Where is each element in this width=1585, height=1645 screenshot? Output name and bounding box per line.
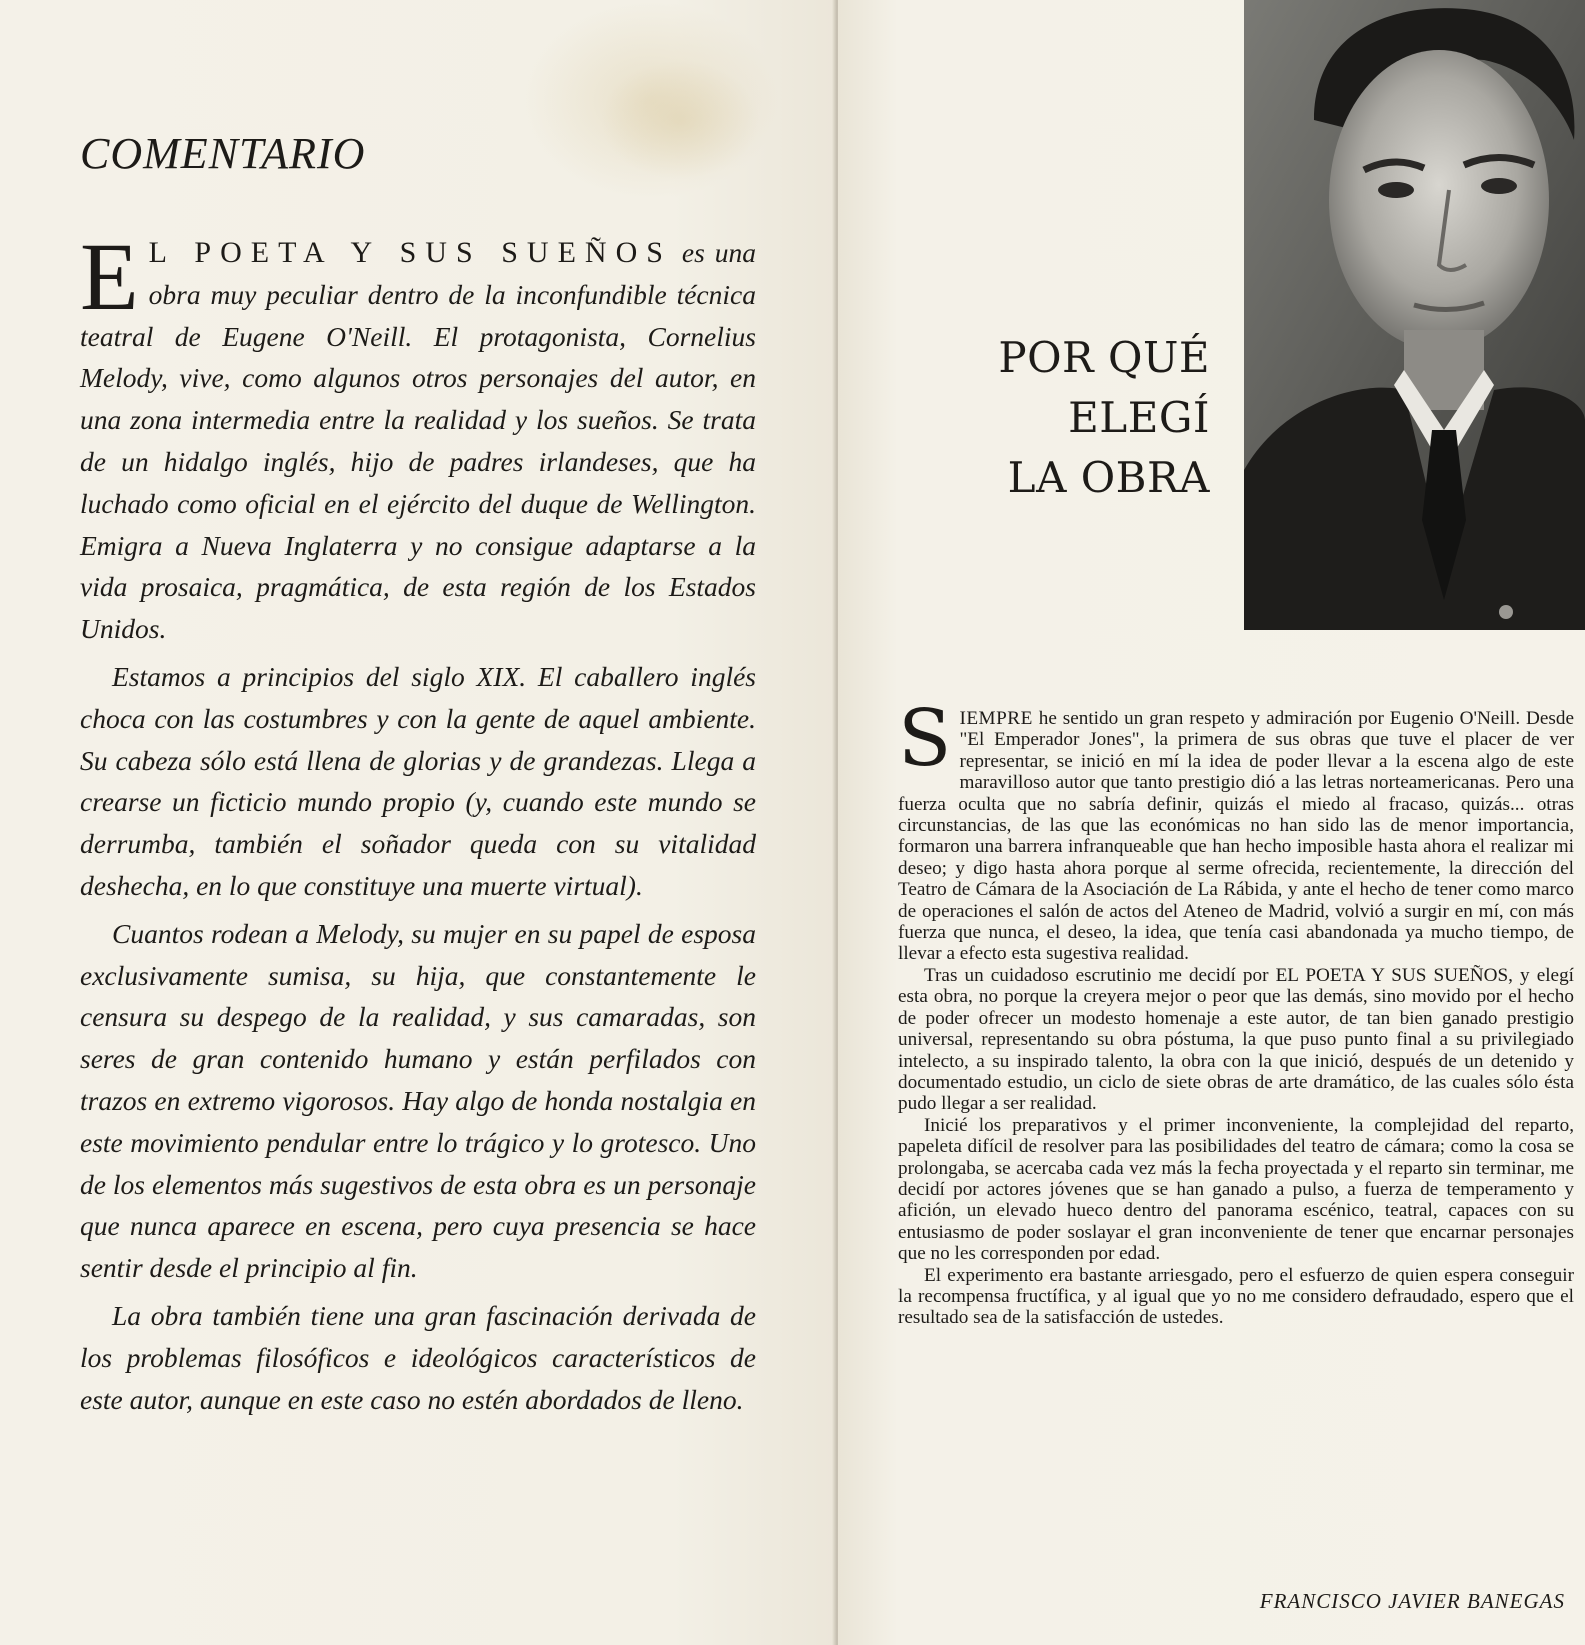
comentario-paragraph-4: La obra también tiene una gran fascinación derivada de los problemas filosóficos e ideológicos característicos de este autor, aunque en este caso no estén abordados de lleno. bbox=[80, 1299, 756, 1415]
comentario-heading: COMENTARIO bbox=[80, 129, 366, 178]
drop-cap-s: S bbox=[898, 694, 952, 784]
author-portrait-photo bbox=[1244, 0, 1585, 630]
paragraph-1-text: es una obra muy peculiar dentro de la inconfundible técnica teatral de Eugene O'Neill. El protagonista, Cornelius Melody, vive, como algunos otros personajes del autor, en una zona intermedia entre la realidad y los sueños. Se trata de un hidalgo inglés, hijo de padres irlandeses, que ha luchado como oficial en el ejército del duque de Wellington. Emigra a Nueva Inglaterra y no consigue adaptarse a la vida prosaica, pragmática, de esta región de los Estados Unidos. bbox=[80, 237, 756, 645]
portrait-illustration bbox=[1244, 0, 1585, 630]
paper-stain bbox=[600, 60, 760, 180]
paragraph-1-text: he sentido un gran respeto y admiración por Eugenio O'Neill. Desde "El Emperador Jones", la primera de sus obras que tuve el placer de ver representar, se inició en mí la idea de poder llevar a la escena algo de este maravilloso autor que tanto prestigio dió a las letras norteamericanas. Pero una fuerza oculta que no sabría definir, quizás el miedo al fracaso, quizás... otras circunstancias, de las que las económicas no han sido las de menor importancia, formaron una barrera infranqueable que han hecho imposible hasta ahora el realizar mi deseo; y digo hasta ahora porque al serme ofrecida, recientemente, la dirección del Teatro de Cámara de la Asociación de La Rábida, y ante el hecho de tener como marco de operaciones el salón de actos del Ateneo de Madrid, volvió a surgir en mí, con más fuerza que nunca, el deseo, la idea, que tenía casi abandonada ya mucho tiempo, de llevar a efecto esta sugestiva realidad. bbox=[898, 708, 1574, 965]
por-que-heading bbox=[960, 328, 1210, 508]
drop-cap-e: E bbox=[80, 223, 139, 330]
por-que-paragraph-1 bbox=[898, 694, 1574, 965]
author-signature: FRANCISCO JAVIER BANEGAS bbox=[1259, 1589, 1565, 1613]
heading-line-3: LA OBRA bbox=[1007, 453, 1210, 502]
heading-line-2: ELEGÍ bbox=[1068, 393, 1210, 442]
first-word: IEMPRE bbox=[959, 708, 1033, 729]
comentario-body bbox=[80, 223, 756, 1420]
comentario-paragraph-2: Estamos a principios del siglo XIX. El caballero inglés choca con las costumbres y con la gente de aquel ambiente. Su cabeza sólo está llena de glorias y de grandezas. Llega a crearse un ficticio mundo propio (y, cuando este mundo se derrumba, también el soñador queda con su vitalidad deshecha, en lo que constituye una muerte virtual). bbox=[80, 660, 756, 901]
comentario-paragraph-1 bbox=[80, 223, 756, 650]
por-que-body bbox=[898, 694, 1574, 1329]
heading-line-1: POR QUÉ bbox=[998, 333, 1210, 382]
por-que-paragraph-2: Tras un cuidadoso escrutinio me decidí por EL POETA Y SUS SUEÑOS, y elegí esta obra, no porque la creyera mejor o peor que las demás, sino movido por el hecho de poder ofrecer un modesto homenaje a este autor, de tan bien ganado prestigio universal, representando su obra póstuma, la que puso punto final a su privilegiado intelecto, a su inspirado talento, la obra con la que inició, después de un detenido y documentado estudio, un ciclo de siete obras de arte dramático, de las cuales sólo ésta pudo llegar a ser realidad. bbox=[898, 964, 1574, 1115]
play-title-inline: L POETA Y SUS SUEÑOS bbox=[148, 236, 672, 269]
por-que-paragraph-4: El experimento era bastante arriesgado, pero el esfuerzo de quien espera conseguir la recompensa fructífica, y al igual que yo no me considero defraudado, espero que el resultado sea de la satisfacción de ustedes. bbox=[898, 1264, 1574, 1329]
por-que-paragraph-3: Inicié los preparativos y el primer inconveniente, la complejidad del reparto, papeleta difícil de resolver para las posibilidades del teatro de cámara; como la cosa se prolongaba, se acercaba cada vez más la fecha proyectada y el reparto sin terminar, me decidí por actores jóvenes que se han ganado a pulso, a fuerza de temperamento y afición, un elevado hueco dentro del panorama escénico, teatral, capaces con su entusiasmo de poder soslayar el gran inconveniente de tener que encarnar personajes que no les corresponden por edad. bbox=[898, 1114, 1574, 1265]
comentario-paragraph-3: Cuantos rodean a Melody, su mujer en su papel de esposa exclusivamente sumisa, su hija, que constantemente le censura su despego de la realidad, y sus camaradas, son seres de gran contenido humano y están perfilados con trazos en extremo vigorosos. Hay algo de honda nostalgia en este movimiento pendular entre lo trágico y lo grotesco. Uno de los elementos más sugestivos de esta obra es un personaje que nunca aparece en escena, pero cuya presencia se hace sentir desde el principio al fin. bbox=[80, 917, 756, 1284]
